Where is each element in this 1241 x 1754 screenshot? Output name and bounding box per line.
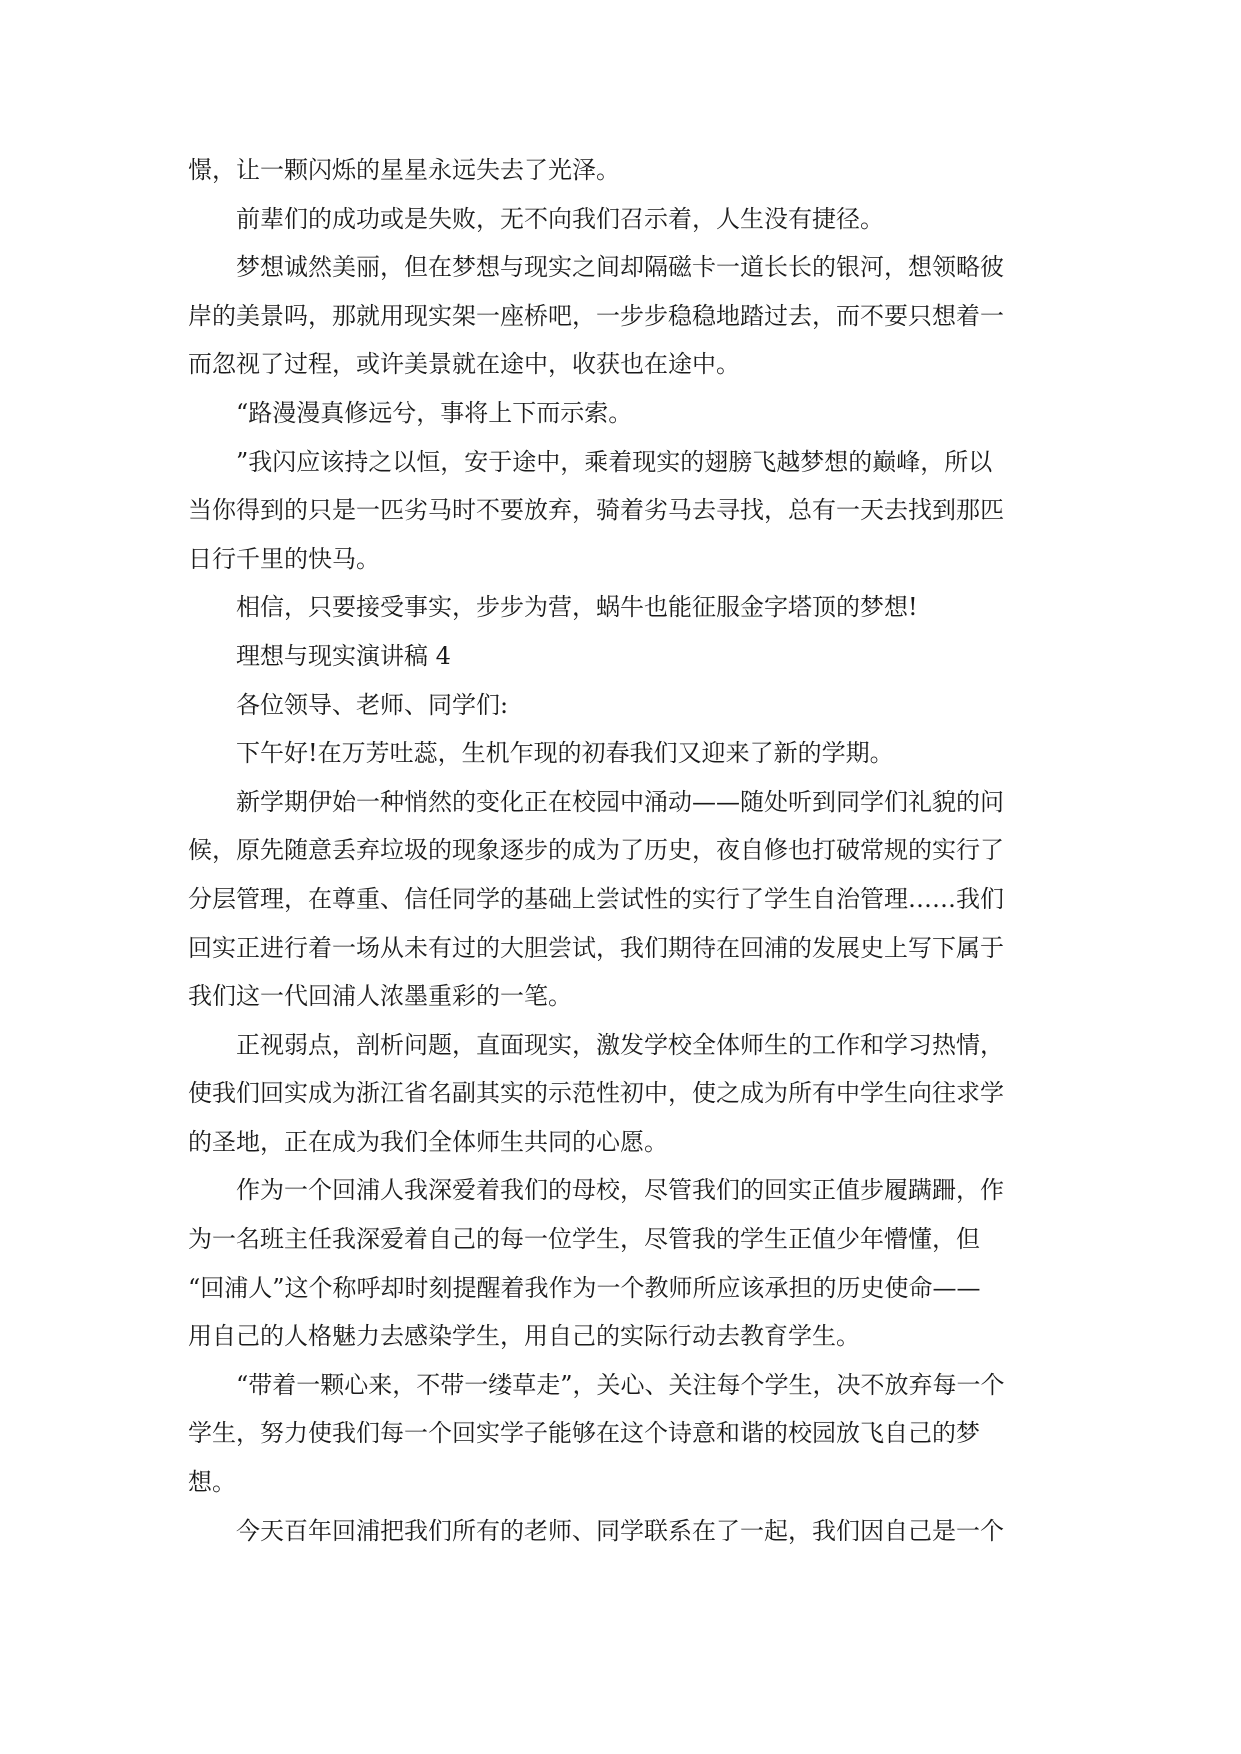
text-line: “回浦人”这个称呼却时刻提醒着我作为一个教师所应该承担的历史使命—— — [188, 1273, 981, 1302]
text-line: 想。 — [188, 1468, 236, 1497]
text-line: 日行千里的快马。 — [188, 544, 380, 573]
text-line: 相信，只要接受事实，步步为营，蜗牛也能征服金字塔顶的梦想! — [236, 593, 918, 622]
text-line: 岸的美景吗，那就用现实架一座桥吧，一步步稳稳地踏过去，而不要只想着一 — [188, 301, 1004, 330]
text-line: 为一名班主任我深爱着自己的每一位学生，尽管我的学生正值少年懵懂，但 — [188, 1225, 980, 1254]
salutation: 各位领导、老师、同学们: — [236, 690, 509, 719]
text-line: ”我闪应该持之以恒，安于途中，乘着现实的翅膀飞越梦想的巅峰，所以 — [236, 447, 993, 476]
text-line: 候，原先随意丢弃垃圾的现象逐步的成为了历史，夜自修也打破常规的实行了 — [188, 836, 1004, 865]
text-line: 当你得到的只是一匹劣马时不要放弃，骑着劣马去寻找，总有一天去找到那匹 — [188, 496, 1004, 525]
section-heading: 理想与现实演讲稿 4 — [236, 641, 451, 670]
text-line: 回实正进行着一场从未有过的大胆尝试，我们期待在回浦的发展史上写下属于 — [188, 933, 1004, 962]
text-line: 的圣地，正在成为我们全体师生共同的心愿。 — [188, 1127, 668, 1156]
text-line: 前辈们的成功或是失败，无不向我们召示着，人生没有捷径。 — [236, 204, 884, 233]
text-line: 新学期伊始一种悄然的变化正在校园中涌动——随处听到同学们礼貌的问 — [236, 787, 1004, 816]
text-line: 梦想诚然美丽，但在梦想与现实之间却隔磁卡一道长长的银河，想领略彼 — [236, 253, 1004, 282]
speech-text — [188, 146, 1058, 1555]
text-line: 用自己的人格魅力去感染学生，用自己的实际行动去教育学生。 — [188, 1322, 860, 1351]
text-line: 下午好!在万芳吐蕊，生机乍现的初春我们又迎来了新的学期。 — [236, 739, 894, 768]
text-line: 作为一个回浦人我深爱着我们的母校，尽管我们的回实正值步履蹒跚，作 — [236, 1176, 1004, 1205]
text-line: “路漫漫真修远兮，事将上下而示索。 — [236, 398, 633, 427]
text-line: 憬，让一颗闪烁的星星永远失去了光泽。 — [188, 156, 620, 184]
text-line: 正视弱点，剖析问题，直面现实，激发学校全体师生的工作和学习热情， — [236, 1030, 1004, 1059]
text-line: “带着一颗心来，不带一缕草走”，关心、关注每个学生，决不放弃每一个 — [236, 1370, 1005, 1399]
text-line: 而忽视了过程，或许美景就在途中，收获也在途中。 — [188, 350, 740, 379]
text-line: 今天百年回浦把我们所有的老师、同学联系在了一起，我们因自己是一个 — [236, 1516, 1004, 1545]
text-line: 我们这一代回浦人浓墨重彩的一笔。 — [188, 982, 572, 1011]
text-line: 学生，努力使我们每一个回实学子能够在这个诗意和谐的校园放飞自己的梦 — [188, 1419, 980, 1448]
text-line: 分层管理，在尊重、信任同学的基础上尝试性的实行了学生自治管理……我们 — [188, 884, 1004, 913]
text-line: 使我们回实成为浙江省名副其实的示范性初中，使之成为所有中学生向往求学 — [188, 1079, 1004, 1108]
